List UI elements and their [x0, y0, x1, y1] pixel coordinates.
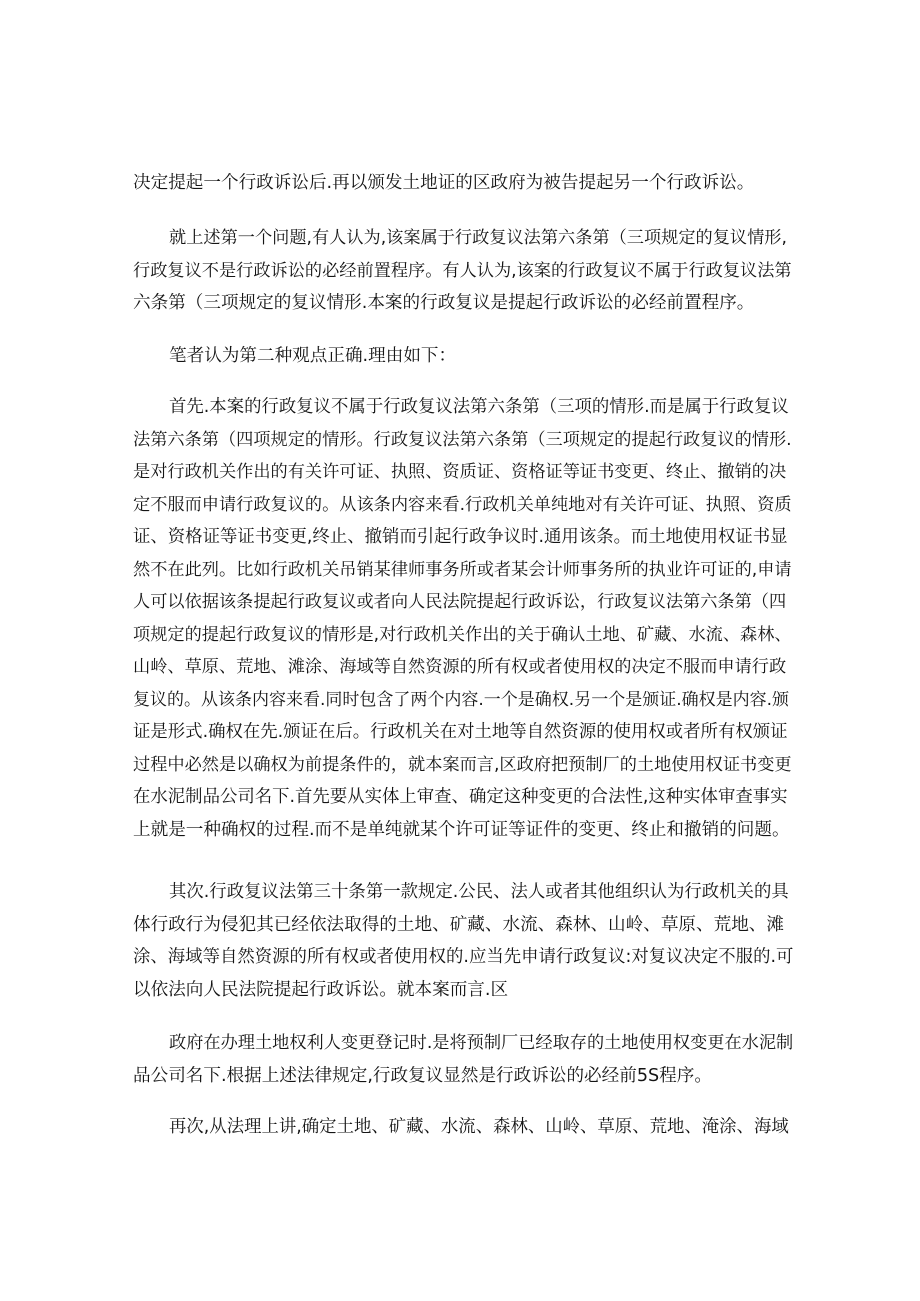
- paragraph-second-reason-cont: [133, 1027, 793, 1092]
- text-line: 证、资格证等证书变更,终止、撤销而引起行政争议时.通用该条。而土地使用权证书显: [133, 527, 788, 547]
- paragraph-author-view: [133, 340, 793, 373]
- paragraph-opinions: [133, 222, 793, 320]
- text-line: 品公司名下.根据上述法律规定,行政复议显然是行政诉讼的必经前5S程序。: [133, 1065, 712, 1086]
- text-line: 首先.本案的行政复议不属于行政复议法第六条第（三项的情形.而是属于行政复议: [169, 397, 789, 417]
- text-line: 再次,从法理上讲,确定土地、矿藏、水流、森林、山岭、草原、荒地、淹涂、海域: [169, 1117, 789, 1137]
- paragraph-third-reason: [133, 1111, 793, 1144]
- paragraph-second-reason: [133, 876, 793, 1006]
- paragraph-continuation: [133, 167, 793, 200]
- text-line: 笔者认为第二种观点正确.理由如下：: [169, 346, 457, 366]
- text-line: 行政复议不是行政诉讼的必经前置程序。有人认为,该案的行政复议不属于行政复议法第: [133, 260, 792, 281]
- text-line: 体行政行为侵犯其已经依法取得的土地、矿藏、水流、森林、山岭、草原、荒地、滩: [133, 914, 784, 935]
- text-line: 其次.行政复议法第三十条第一款规定.公民、法人或者其他组织认为行政机关的具: [169, 882, 789, 902]
- text-line: 涂、海域等自然资源的所有权或者使用权的.应当先申请行政复议:对复议决定不服的.可: [133, 947, 794, 967]
- text-line: 复议的。从该条内容来看.同时包含了两个内容.一个是确权.另一个是颁证.确权是内容.颁: [133, 689, 790, 710]
- text-line: 人可以依据该条提起行政复议或者向人民法院提起行政诉讼，行政复议法第六条第（四: [133, 592, 787, 612]
- text-line: 六条第（三项规定的复议情形.本案的行政复议是提起行政诉讼的必经前置程序。: [133, 293, 755, 313]
- text-line: 决定提起一个行政诉讼后.再以颁发土地证的区政府为被告提起另一个行政诉讼。: [133, 173, 755, 193]
- text-line: 项规定的提起行政复议的情形是,对行政机关作出的关于确认土地、矿藏、水流、森林、: [133, 624, 792, 645]
- text-line: 政府在办理土地权利人变更登记时.是将预制厂已经取存的土地使用权变更在水泥制: [169, 1033, 794, 1053]
- text-line: 定不服而申请行政复议的。从该条内容来看.行政机关单纯地对有关许可证、执照、资质: [133, 494, 792, 515]
- text-line: 证是形式.确权在先.颁证在后。行政机关在对土地等自然资源的使用权或者所有权颁证: [133, 722, 788, 742]
- text-line: 山岭、草原、荒地、滩涂、海域等自然资源的所有权或者使用权的决定不服而申请行政: [133, 657, 787, 677]
- text-line: 是对行政机关作出的有关许可证、执照、资质证、资格证等证书变更、终止、撤销的决: [133, 462, 787, 482]
- text-line: 上就是一种确权的过程.而不是单纯就某个许可证等证件的变更、终止和撤销的问题。: [133, 819, 790, 840]
- text-line: 以依法向人民法院提起行政诉讼。就本案而言.区: [133, 979, 509, 1000]
- paragraph-first-reason: [133, 391, 793, 846]
- text-line: 就上述第一个问题,有人认为,该案属于行政复议法第六条第（三项规定的复议情形,: [169, 228, 787, 248]
- text-line: 然不在此列。比如行政机关吊销某律师事务所或者某会计师事务所的执业许可证的,申请: [133, 559, 792, 580]
- text-line: 过程中必然是以确权为前提条件的，就本案而言,区政府把预制厂的土地使用权证书变更: [133, 754, 792, 775]
- text-line: 法第六条第（四项规定的情形。行政复议法第六条第（三项规定的提起行政复议的情形.: [133, 429, 792, 450]
- text-line: 在水泥制品公司名下.首先要从实体上审查、确定这种变更的合法性,这种实体审查事实: [133, 787, 788, 807]
